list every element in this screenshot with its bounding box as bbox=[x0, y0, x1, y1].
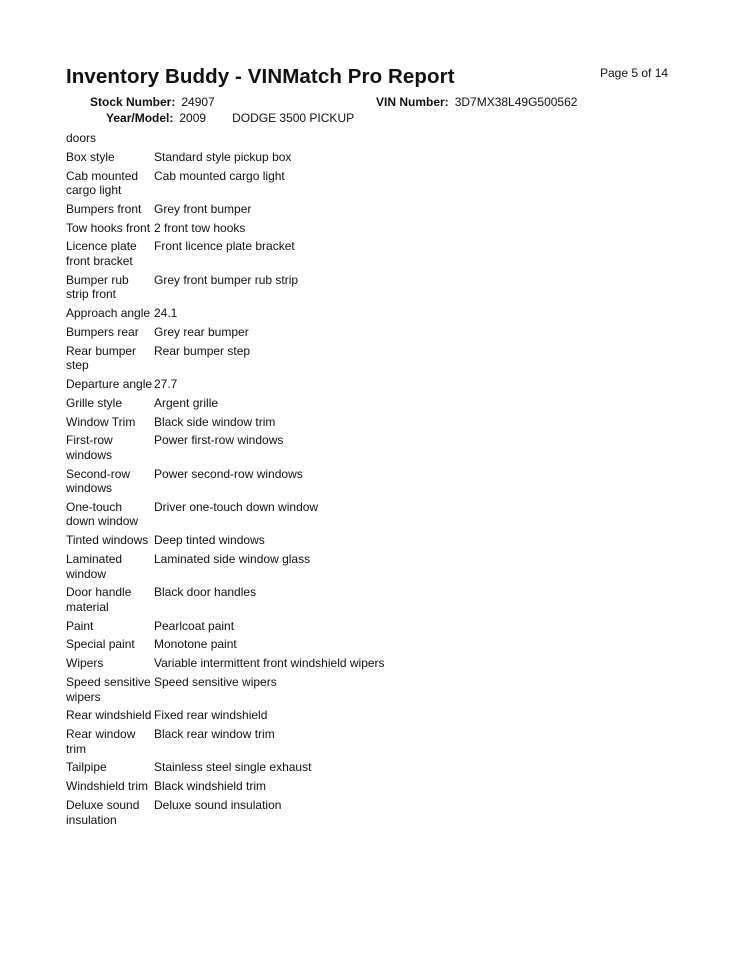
spec-key: Windshield trim bbox=[66, 779, 149, 794]
spec-value: Deep tinted windows bbox=[154, 533, 265, 548]
spec-value: Deluxe sound insulation bbox=[154, 798, 282, 813]
spec-key: Departure angle bbox=[66, 376, 153, 391]
stock-number-label: Stock Number: bbox=[90, 95, 176, 109]
spec-value: Grey rear bumper bbox=[154, 324, 249, 339]
spec-value: Stainless steel single exhaust bbox=[154, 760, 312, 775]
spec-value: Standard style pickup box bbox=[154, 149, 292, 164]
spec-row bbox=[66, 467, 426, 500]
spec-key: Tow hooks front bbox=[66, 220, 151, 235]
spec-row bbox=[66, 798, 426, 831]
page-number: Page 5 of 14 bbox=[600, 66, 669, 80]
vin-number-label: VIN Number: bbox=[376, 95, 449, 109]
spec-value: Grey front bumper bbox=[154, 201, 252, 216]
spec-value: 2 front tow hooks bbox=[154, 220, 246, 235]
spec-key: Bumper rub strip front bbox=[66, 272, 129, 302]
spec-value: Monotone paint bbox=[154, 637, 237, 652]
spec-value: Fixed rear windshield bbox=[154, 708, 268, 723]
spec-row bbox=[66, 202, 426, 221]
spec-row bbox=[66, 325, 426, 344]
spec-key: First-row windows bbox=[66, 433, 113, 462]
spec-key: Grille style bbox=[66, 395, 123, 410]
spec-key: Cab mounted cargo light bbox=[66, 168, 139, 198]
spec-key: Second-row windows bbox=[66, 466, 131, 496]
spec-key: Rear bumper step bbox=[66, 343, 137, 373]
spec-row bbox=[66, 637, 426, 656]
spec-row bbox=[66, 708, 426, 727]
spec-row bbox=[66, 169, 426, 202]
spec-value: Power second-row windows bbox=[154, 466, 303, 481]
spec-value: Power first-row windows bbox=[154, 433, 284, 448]
spec-value: Cab mounted cargo light bbox=[154, 168, 285, 183]
spec-row bbox=[66, 377, 426, 396]
spec-key: One-touch down window bbox=[66, 499, 139, 529]
spec-key: Approach angle bbox=[66, 306, 151, 321]
spec-key: Door handle material bbox=[66, 585, 132, 614]
spec-row bbox=[66, 675, 426, 708]
spec-row bbox=[66, 344, 426, 377]
spec-row bbox=[66, 619, 426, 638]
spec-value: Grey front bumper rub strip bbox=[154, 272, 299, 287]
spec-row bbox=[66, 415, 426, 434]
year-value: 2009 bbox=[179, 111, 207, 125]
spec-value: 27.7 bbox=[154, 376, 178, 391]
spec-row bbox=[66, 760, 426, 779]
spec-row bbox=[66, 552, 426, 585]
spec-row bbox=[66, 396, 426, 415]
spec-key: Paint bbox=[66, 618, 94, 633]
spec-key: Tinted windows bbox=[66, 533, 149, 548]
spec-row bbox=[66, 727, 426, 760]
spec-value: Speed sensitive wipers bbox=[154, 675, 277, 690]
spec-value: Black windshield trim bbox=[154, 779, 267, 794]
model-value: DODGE 3500 PICKUP bbox=[232, 111, 355, 125]
spec-row bbox=[66, 533, 426, 552]
spec-row bbox=[66, 273, 426, 306]
stock-number-field bbox=[90, 95, 215, 109]
spec-value: Black side window trim bbox=[154, 414, 276, 429]
spec-value: Variable intermittent front windshield wipers bbox=[154, 656, 385, 671]
spec-value: Pearlcoat paint bbox=[154, 618, 235, 633]
spec-key: Laminated window bbox=[66, 552, 123, 581]
spec-key: Special paint bbox=[66, 637, 135, 652]
spec-value: Driver one-touch down window bbox=[154, 499, 319, 514]
spec-row bbox=[66, 500, 426, 533]
report-title: Inventory Buddy - VINMatch Pro Report bbox=[66, 65, 455, 88]
spec-value: Black rear window trim bbox=[154, 727, 275, 742]
spec-key: Licence plate front bracket bbox=[66, 239, 137, 268]
spec-key: Tailpipe bbox=[66, 760, 107, 775]
spec-key: Box style bbox=[66, 149, 115, 164]
year-model-label: Year/Model: bbox=[106, 111, 174, 125]
spec-key: Deluxe sound insulation bbox=[66, 798, 140, 827]
spec-row bbox=[66, 779, 426, 798]
spec-key: Window Trim bbox=[66, 414, 136, 429]
year-model-field bbox=[106, 111, 354, 125]
spec-key: Bumpers rear bbox=[66, 324, 139, 339]
spec-continuation-text: doors bbox=[66, 131, 97, 145]
spec-row bbox=[66, 150, 426, 169]
spec-value: 24.1 bbox=[154, 306, 178, 321]
spec-row bbox=[66, 585, 426, 618]
spec-value: Argent grille bbox=[154, 395, 219, 410]
spec-row bbox=[66, 433, 426, 466]
spec-key: Wipers bbox=[66, 656, 104, 671]
vin-number-field bbox=[376, 95, 577, 109]
spec-row bbox=[66, 221, 426, 240]
spec-row bbox=[66, 306, 426, 325]
spec-key: Bumpers front bbox=[66, 201, 142, 216]
spec-value: Front licence plate bracket bbox=[154, 239, 295, 254]
spec-row-continuation bbox=[66, 131, 426, 150]
vin-number-value: 3D7MX38L49G500562 bbox=[454, 95, 578, 109]
spec-value: Laminated side window glass bbox=[154, 552, 311, 567]
spec-rows bbox=[66, 150, 426, 832]
spec-key: Rear window trim bbox=[66, 727, 136, 756]
spec-value: Rear bumper step bbox=[154, 343, 251, 358]
spec-value: Black door handles bbox=[154, 585, 257, 600]
spec-key: Rear windshield bbox=[66, 708, 152, 723]
spec-key: Speed sensitive wipers bbox=[66, 675, 151, 704]
stock-number-value: 24907 bbox=[181, 95, 215, 109]
spec-row bbox=[66, 656, 426, 675]
spec-table bbox=[66, 131, 426, 831]
spec-row bbox=[66, 239, 426, 272]
